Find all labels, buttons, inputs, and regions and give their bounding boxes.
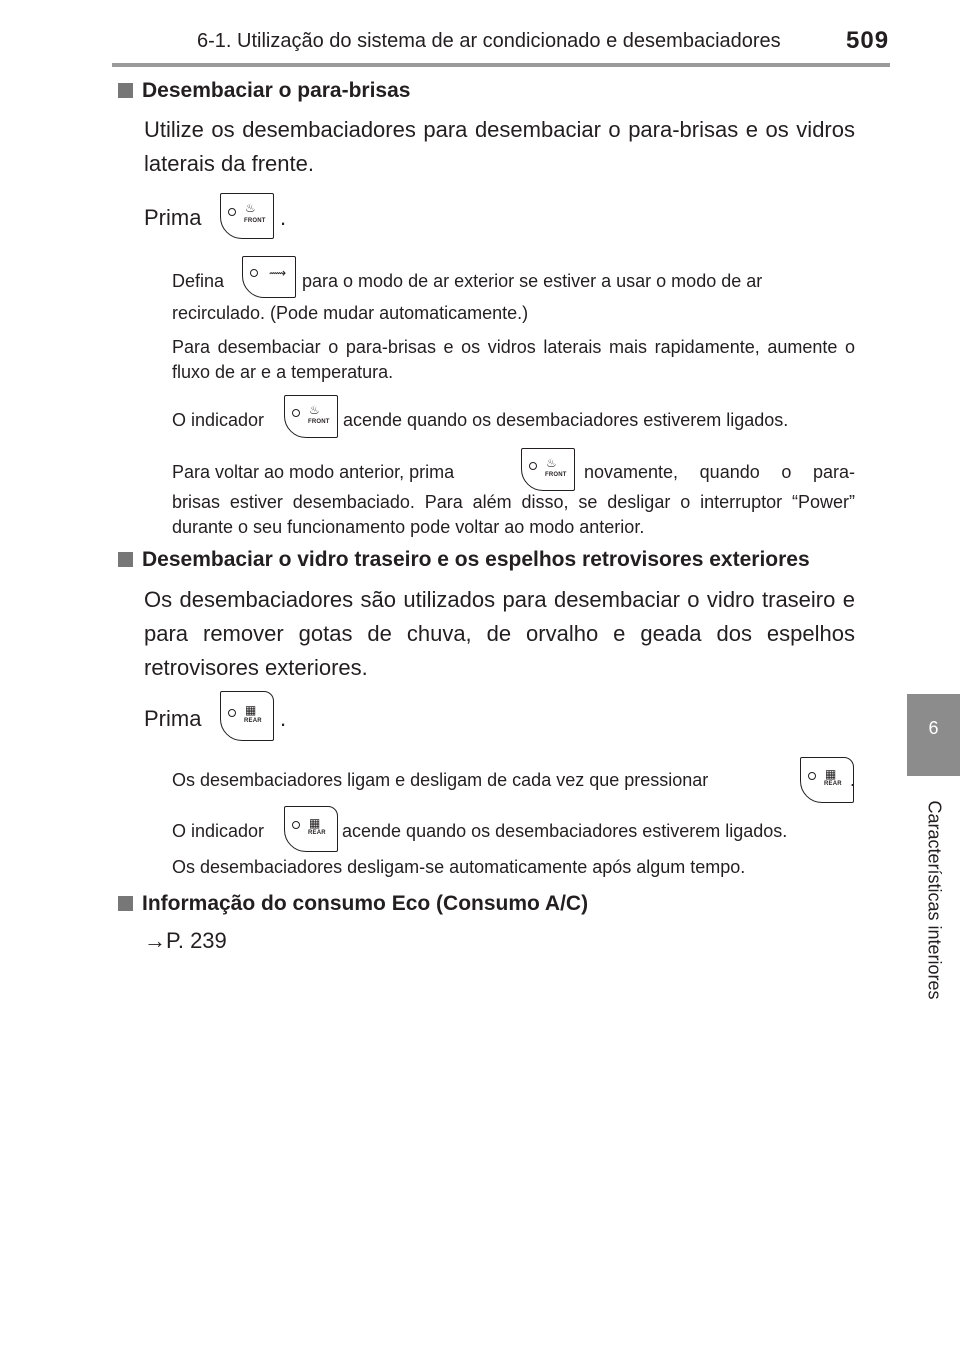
- note-outside-air-b: para o modo de ar exterior se estiver a usar o modo de ar: [302, 271, 763, 291]
- note-return-b: novamente, quando o para-: [584, 462, 855, 482]
- heading-square-icon: [118, 552, 133, 567]
- press-period: .: [280, 706, 287, 731]
- press-row-rear: Prima: [144, 706, 202, 731]
- outside-air-mode-button-icon: ⟿: [242, 256, 296, 298]
- note-indicator-front-a: O indicador: [172, 410, 265, 430]
- section-heading-rear: [118, 548, 810, 572]
- note-outside-air-a: Defina: [172, 271, 225, 291]
- section-heading-windshield: [118, 79, 410, 103]
- front-defogger-button-icon: ♨ FRONT: [521, 448, 575, 491]
- press-period: .: [280, 205, 287, 230]
- chapter-tab[interactable]: [907, 694, 960, 776]
- note-outside-air-c: recirculado. (Pode mudar automaticamente.): [172, 303, 529, 323]
- rear-defogger-button-icon: ▦ REAR: [800, 757, 854, 803]
- note-indicator-rear-a: O indicador: [172, 821, 265, 841]
- heading-text: Desembaciar o para-brisas: [142, 79, 411, 102]
- note-auto-off: Os desembaciadores desligam-se automaticamente após algum tempo.: [172, 857, 746, 877]
- page-number: 509: [846, 27, 890, 54]
- heading-text: Desembaciar o vidro traseiro e os espelhos retrovisores exteriores: [142, 548, 810, 571]
- note-toggle-a: Os desembaciadores ligam e desligam de cada vez que pressionar: [172, 770, 709, 790]
- note-return-c: brisas estiver desembaciado. Para além disso, se desligar o interruptor “Power” durante o seu funcionamento pode voltar ao modo anterior.: [172, 492, 855, 537]
- note-indicator-rear-b: acende quando os desembaciadores estiverem ligados.: [342, 821, 788, 841]
- note-toggle-b: .: [850, 770, 856, 790]
- page-header-title: 6-1. Utilização do sistema de ar condicionado e desembaciadores: [197, 30, 781, 52]
- section-intro-rear: Os desembaciadores são utilizados para desembaciar o vidro traseiro e para remover gotas de chuva, de orvalho e geada dos espelhos retrovisores exteriores.: [144, 587, 855, 680]
- chapter-label: Características interiores: [924, 800, 945, 1000]
- heading-text: Informação do consumo Eco (Consumo A/C): [142, 892, 589, 915]
- section-heading-eco: [118, 892, 588, 916]
- press-row-front: Prima: [144, 205, 202, 230]
- heading-square-icon: [118, 83, 133, 98]
- rear-defogger-button-icon: ▦ REAR: [284, 806, 338, 852]
- rear-defogger-button-icon: ▦ REAR: [220, 691, 274, 741]
- page-reference-link[interactable]: →P. 239: [144, 928, 227, 953]
- note-faster-defog: Para desembaciar o para-brisas e os vidros laterais mais rapidamente, aumente o fluxo de ar e a temperatura.: [172, 337, 855, 382]
- section-intro-windshield: Utilize os desembaciadores para desembaciar o para-brisas e os vidros laterais da frente.: [144, 117, 855, 176]
- header-rule: [112, 63, 890, 67]
- front-defogger-button-icon: ♨ FRONT: [220, 193, 274, 239]
- front-defogger-button-icon: ♨ FRONT: [284, 395, 338, 438]
- note-indicator-front-b: acende quando os desembaciadores estiverem ligados.: [343, 410, 789, 430]
- chapter-number: 6: [928, 718, 939, 738]
- heading-square-icon: [118, 896, 133, 911]
- note-return-a: Para voltar ao modo anterior, prima: [172, 462, 455, 482]
